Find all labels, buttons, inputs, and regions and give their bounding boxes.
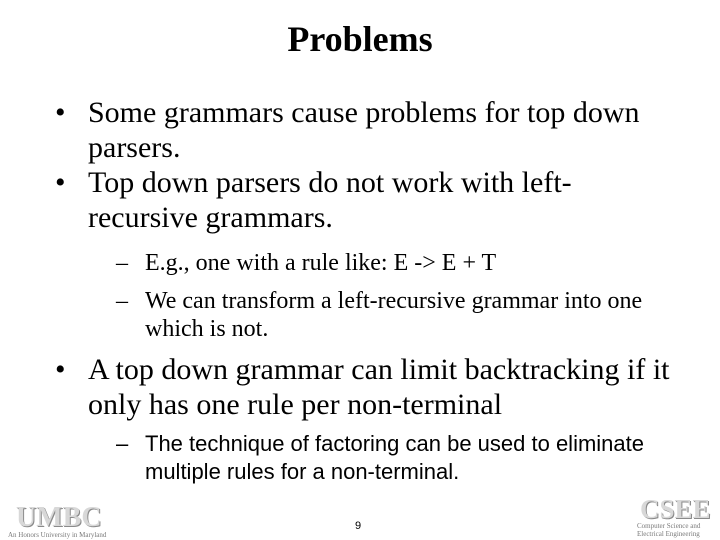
bullet-icon: • <box>55 96 66 129</box>
bullet-text: A top down grammar can limit backtracking if it only has one rule per non-terminal <box>88 353 670 421</box>
umbc-logo: UMBC <box>16 502 102 533</box>
bullet-item <box>55 352 675 422</box>
bullet-text: Some grammars cause problems for top down parsers. <box>88 96 640 164</box>
sub-bullet-text: E.g., one with a rule like: E -> E + T <box>145 250 497 276</box>
umbc-logo-subtitle: An Honors University in Maryland <box>8 531 107 539</box>
dash-icon: – <box>116 288 128 314</box>
csee-logo-subtitle-line1: Computer Science and <box>637 522 701 530</box>
sub-bullet-text: We can transform a left-recursive grammar into one which is not. <box>145 288 643 342</box>
bullet-icon: • <box>55 166 66 199</box>
bullet-text: Top down parsers do not work with left-recursive grammars. <box>88 166 572 234</box>
slide-title: Problems <box>287 19 433 59</box>
dash-icon: – <box>116 431 129 456</box>
bullet-item <box>55 165 675 235</box>
sub-bullet-item <box>116 287 676 343</box>
csee-logo-subtitle-line2: Electrical Engineering <box>637 530 700 538</box>
page-number: 9 <box>355 520 362 532</box>
bullet-icon: • <box>55 353 66 386</box>
bullet-item <box>55 95 675 165</box>
sub-bullet-text: The technique of factoring can be used to eliminate multiple rules for a non-terminal. <box>145 431 644 484</box>
sub-bullet-item <box>116 249 676 277</box>
sub-bullet-item <box>116 430 676 486</box>
csee-logo: CSEE <box>640 494 711 524</box>
dash-icon: – <box>116 250 128 276</box>
